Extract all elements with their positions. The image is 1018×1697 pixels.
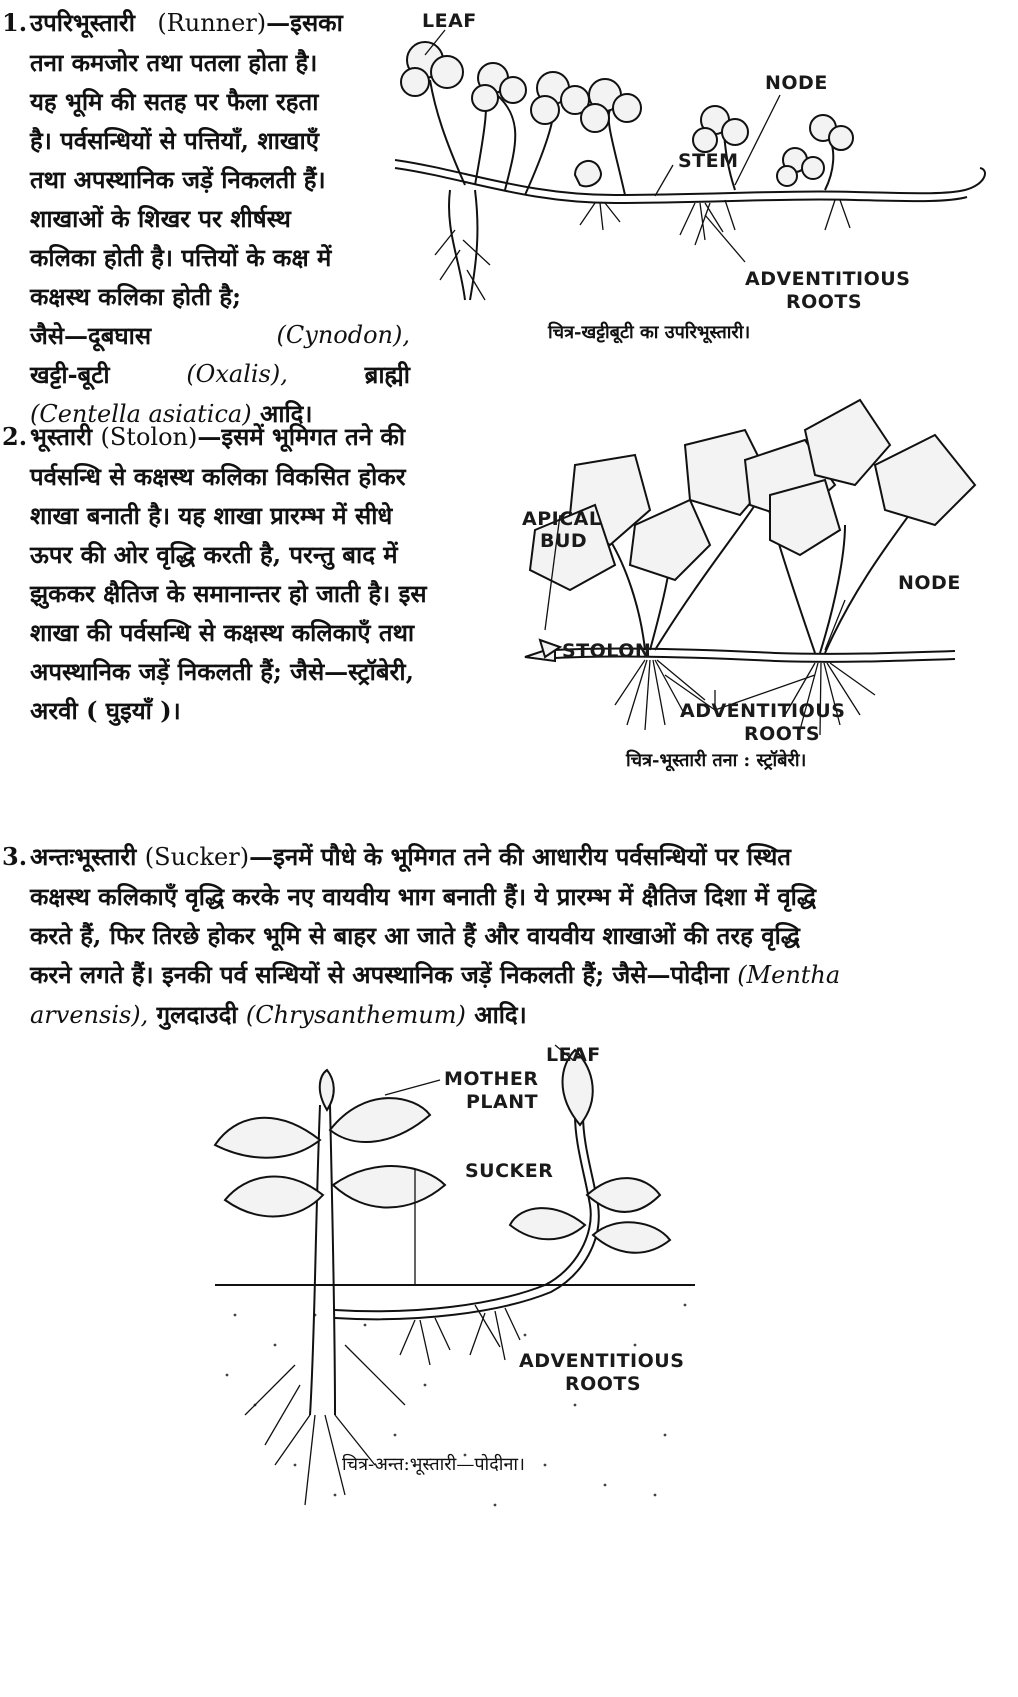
runner-line: है। पर्वसन्धियों से पत्तियाँ, शाखाएँ xyxy=(30,126,320,155)
sucker-line xyxy=(30,995,1010,1035)
sucker-label-leaf: LEAF xyxy=(546,1044,601,1066)
stolon-label-stolon: STOLON xyxy=(562,640,652,662)
runner-line: कलिका होती है। पत्तियों के कक्ष में xyxy=(30,243,332,272)
sucker-label-mother: MOTHER xyxy=(444,1068,539,1090)
sucker-number: 3. xyxy=(2,842,28,871)
sucker-example-en: arvensis), xyxy=(30,1001,149,1029)
runner-example-row xyxy=(30,316,410,355)
stolon-label-apical: APICAL xyxy=(522,508,602,530)
runner-example-rest: आदि। xyxy=(259,399,313,428)
sucker-label-sucker: SUCKER xyxy=(465,1160,554,1182)
stolon-line: पर्वसन्धि से कक्षस्थ कलिका विकसित होकर xyxy=(30,462,406,491)
sucker-label-plant: PLANT xyxy=(466,1091,539,1113)
runner-title-hi: उपरिभूस्तारी xyxy=(30,8,135,37)
runner-text xyxy=(30,3,410,434)
sucker-label-roots: ROOTS xyxy=(565,1373,642,1395)
sucker-example-hi: गुलदाउदी xyxy=(156,1000,238,1029)
sucker-line: —इनमें पौधे के भूमिगत तने की आधारीय पर्वसन्धियों पर स्थित xyxy=(249,842,791,871)
sucker-example-rest: आदि। xyxy=(474,1000,527,1029)
sucker-title-hi: अन्तःभूस्तारी xyxy=(30,842,137,871)
stolon-figure-caption: चित्र-भूस्तारी तना : स्ट्रॉबेरी। xyxy=(626,750,807,771)
stolon-title-rest: —इसमें भूमिगत तने की xyxy=(197,422,406,451)
runner-example-en: (Centella asiatica) xyxy=(30,400,252,428)
sucker-figure-caption: चित्र-अन्त:भूस्तारी—पोदीना। xyxy=(342,1454,525,1475)
stolon-title-hi: भूस्तारी xyxy=(30,422,93,451)
stolon-text xyxy=(30,417,508,730)
runner-label-leaf: LEAF xyxy=(422,10,477,32)
stolon-number: 2. xyxy=(2,422,28,451)
sucker-line: करते हैं, फिर तिरछे होकर भूमि से बाहर आ जाते हैं और वायवीय शाखाओं की तरह वृद्धि xyxy=(30,921,800,950)
stolon-label-bud: BUD xyxy=(540,530,588,552)
sucker-example-en: (Chrysanthemum) xyxy=(245,1001,466,1029)
stolon-line: शाखा की पर्वसन्धि से कक्षस्थ कलिकाएँ तथा xyxy=(30,618,415,647)
runner-example-en: (Oxalis), xyxy=(186,360,288,388)
runner-example-hi: जैसे—दूबघास xyxy=(30,321,152,350)
stolon-label-adventitious: ADVENTITIOUS xyxy=(680,700,846,722)
stolon-heading xyxy=(30,417,508,457)
sucker-text xyxy=(30,837,1010,1035)
runner-example-row xyxy=(30,355,410,394)
sucker-title-en: (Sucker) xyxy=(144,843,250,871)
runner-heading xyxy=(30,3,410,43)
stolon-line: शाखा बनाती है। यह शाखा प्रारम्भ में सीधे xyxy=(30,501,393,530)
runner-line: तना कमजोर तथा पतला होता है। xyxy=(30,48,318,77)
stolon-label-node: NODE xyxy=(898,572,961,594)
stolon-leaves xyxy=(530,400,975,590)
stolon-line: ऊपर की ओर वृद्धि करती है, परन्तु बाद में xyxy=(30,540,398,569)
runner-line: तथा अपस्थानिक जड़ें निकलती हैं। xyxy=(30,165,326,194)
stolon-line: अपस्थानिक जड़ें निकलती हैं; जैसे—स्ट्रॉबेरी, xyxy=(30,657,414,686)
runner-title-en: (Runner) xyxy=(157,9,267,37)
runner-roots xyxy=(580,200,850,245)
sucker-example-en: (Mentha xyxy=(737,961,841,989)
runner-title-rest: —इसका xyxy=(266,8,343,37)
runner-label-node: NODE xyxy=(765,72,828,94)
runner-label-stem: STEM xyxy=(678,150,739,172)
runner-line: यह भूमि की सतह पर फैला रहता xyxy=(30,87,319,116)
stolon-line: झुककर क्षैतिज के समानान्तर हो जाती है। इस xyxy=(30,579,427,608)
sucker-line: कक्षस्थ कलिकाएँ वृद्धि करके नए वायवीय भाग बनाती हैं। ये प्रारम्भ में क्षैतिज दिशा में वृद्धि xyxy=(30,882,817,911)
runner-example-en: (Cynodon), xyxy=(276,321,410,349)
runner-figure-caption: चित्र-खट्टीबूटी का उपरिभूस्तारी। xyxy=(548,322,751,343)
runner-line: कक्षस्थ कलिका होती है; xyxy=(30,282,241,311)
runner-example-hi: ब्राह्मी xyxy=(364,360,410,389)
runner-line: शाखाओं के शिखर पर शीर्षस्थ xyxy=(30,204,291,233)
sucker-label-adventitious: ADVENTITIOUS xyxy=(519,1350,685,1372)
sucker-line: करने लगते हैं। इनकी पर्व सन्धियों से अपस्थानिक जड़ें निकलती हैं; जैसे—पोदीना (Mentha xyxy=(30,960,841,989)
stolon-label-roots: ROOTS xyxy=(744,723,821,745)
stolon-title-en: (Stolon) xyxy=(100,423,198,451)
mother-plant-stem xyxy=(310,1105,335,1415)
runner-leaves xyxy=(401,42,853,186)
stolon-line: अरवी ( घुइयाँ )। xyxy=(30,696,181,725)
runner-number: 1. xyxy=(2,8,28,37)
runner-label-adventitious: ADVENTITIOUS xyxy=(745,268,911,290)
runner-example-hi: खट्टी-बूटी xyxy=(30,360,110,389)
runner-label-roots: ROOTS xyxy=(786,291,863,313)
sucker-heading xyxy=(30,837,1010,877)
